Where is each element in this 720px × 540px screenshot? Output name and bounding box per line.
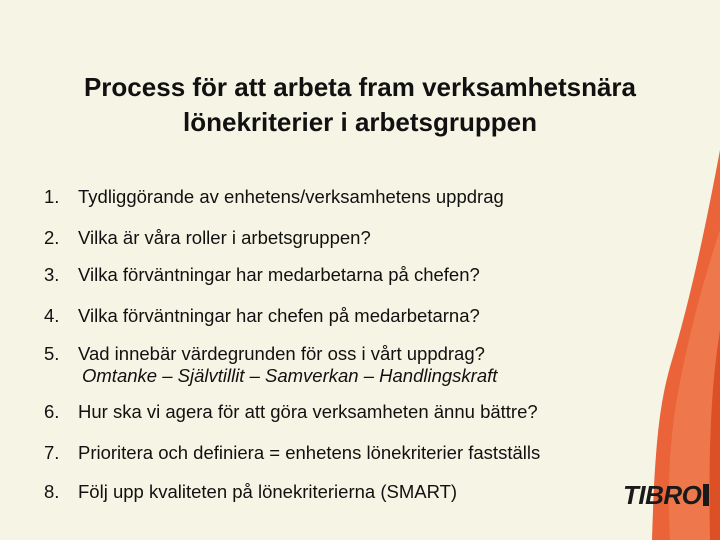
list-item: [44, 186, 504, 208]
list-item-text: Tydliggörande av enhetens/verksamhetens uppdrag: [78, 186, 504, 207]
list-item: [44, 343, 497, 387]
list-item-number: 1.: [44, 186, 60, 207]
list-item-text: Vilka förväntningar har medarbetarna på chefen?: [78, 264, 480, 285]
list-item: [44, 264, 480, 286]
logo-text: TIBRO: [623, 480, 702, 510]
list-item: [44, 401, 538, 423]
list-item: [44, 442, 540, 464]
list-item-number: 3.: [44, 264, 60, 285]
list-item-text: Vilka är våra roller i arbetsgruppen?: [78, 227, 371, 248]
list-item-subtext: Omtanke – Självtillit – Samverkan – Handlingskraft: [82, 365, 498, 386]
list-item-text: Följ upp kvaliteten på lönekriterierna (SMART): [78, 481, 458, 502]
title-line-1: Process för att arbeta fram verksamhetsnära: [83, 72, 637, 102]
logo-bar-icon: [703, 484, 709, 506]
list-item-text: Vilka förväntningar har chefen på medarbetarna?: [78, 305, 480, 326]
list-item-number: 2.: [44, 227, 60, 248]
list-item-number: 6.: [44, 401, 60, 422]
list-item-text: Vad innebär värdegrunden för oss i vårt uppdrag?: [78, 343, 485, 364]
list-item-number: 4.: [44, 305, 60, 326]
list-item: [44, 227, 371, 249]
list-item-number: 8.: [44, 481, 60, 502]
list-item-number: 5.: [44, 343, 60, 364]
list-item: [44, 481, 457, 503]
title-line-2: lönekriterier i arbetsgruppen: [183, 107, 537, 137]
list-item-text: Prioritera och definiera = enhetens lönekriterier fastställs: [78, 442, 541, 463]
list-item-text: Hur ska vi agera för att göra verksamheten ännu bättre?: [78, 401, 538, 422]
tibro-logo: [623, 480, 709, 511]
list-item: [44, 305, 480, 327]
list-item-number: 7.: [44, 442, 60, 463]
